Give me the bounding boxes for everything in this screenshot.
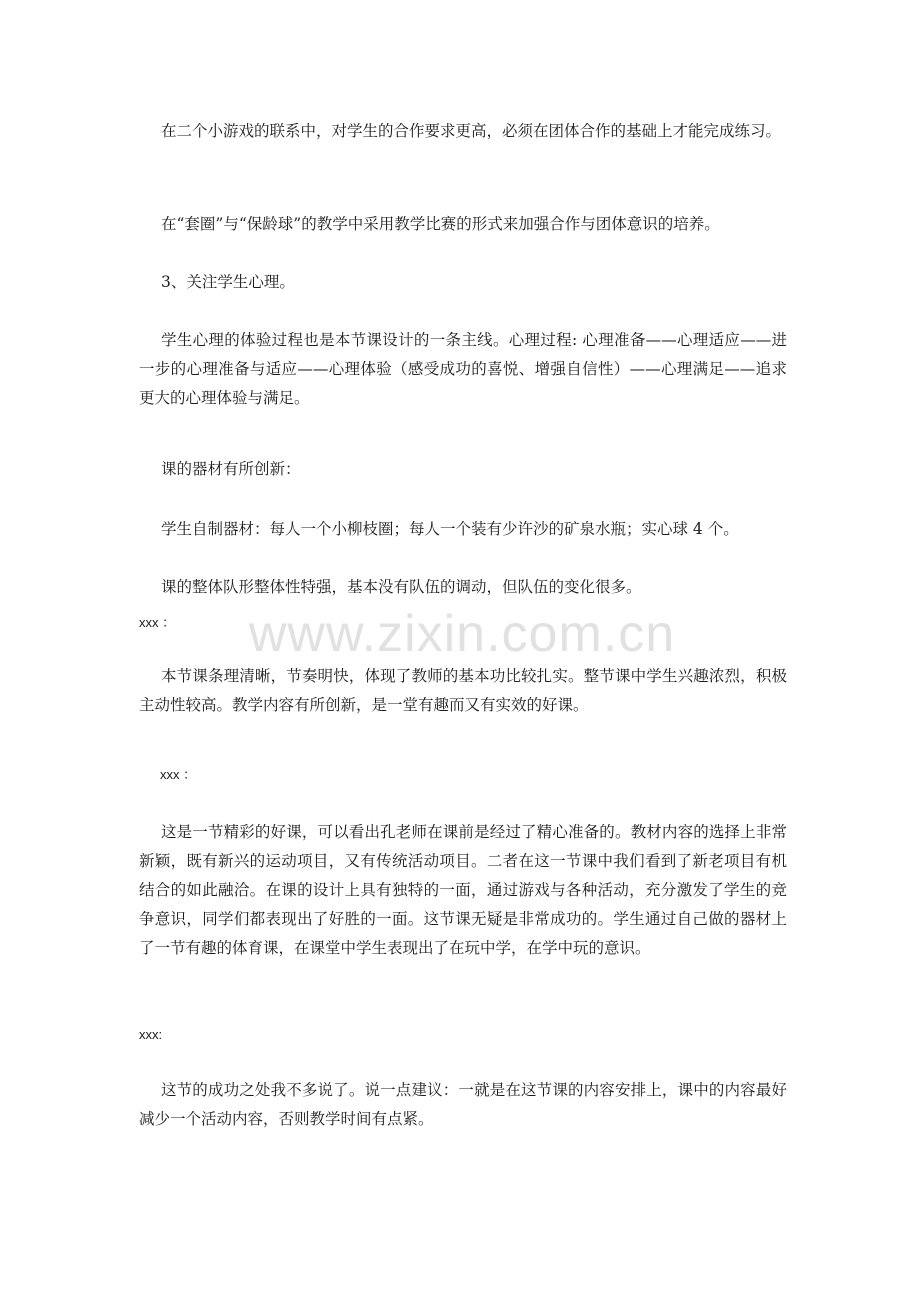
review-3-text: 这节的成功之处我不多说了。说一点建议：一就是在这节课的内容安排上，课中的内容最好减少一个活动内容，否则教学时间有点紧。: [139, 1081, 787, 1128]
section-heading-psychology: 3、关注学生心理。: [161, 273, 295, 291]
review-2-text: 这是一节精彩的好课，可以看出孔老师在课前是经过了精心准备的。教材内容的选择上非常新颖，既有新兴的运动项目，又有传统活动项目。二者在这一节课中我们看到了新老项目有机结合的如此融洽。在课的设计上具有独特的一面，通过游戏与各种活动，充分激发了学生的竞争意识，同学们都表现出了好胜的一面。这节课无疑是非常成功的。学生通过自己做的器材上了一节有趣的体育课，在课堂中学生表现出了在玩中学，在学中玩的意识。: [139, 823, 787, 957]
reviewer-label-3: xxx:: [139, 1027, 163, 1042]
paragraph-formation: 课的整体队形整体性特强，基本没有队伍的调动，但队伍的变化很多。: [161, 578, 642, 596]
reviewer-label-1: xxx ：: [139, 615, 176, 630]
paragraph-equipment-list: 学生自制器材：每人一个小柳枝圈；每人一个装有少许沙的矿泉水瓶；实心球 4 个。: [161, 520, 739, 538]
paragraph-psychology-process: 学生心理的体验过程也是本节课设计的一条主线。心理过程: 心理准备——心理适应——进一步的心理准备与适应——心理体验（感受成功的喜悦、增强自信性）——心理满足——追求更大的心理体验与满足。: [139, 331, 787, 407]
reviewer-label-2: xxx ：: [160, 767, 197, 782]
paragraph-cooperation: 在二个小游戏的联系中，对学生的合作要求更高，必须在团体合作的基础上才能完成练习。: [161, 122, 782, 140]
paragraph-equipment-intro: 课的器材有所创新：: [161, 460, 301, 478]
paragraph-competition: 在“套圈”与“保龄球”的教学中采用教学比赛的形式来加强合作与团体意识的培养。: [161, 215, 720, 233]
review-1-text: 本节课条理清晰，节奏明快，体现了教师的基本功比较扎实。整节课中学生兴趣浓烈，积极主动性较高。教学内容有所创新，是一堂有趣而又有实效的好课。: [139, 667, 787, 714]
watermark: www.zixin.com.cn: [248, 605, 676, 663]
